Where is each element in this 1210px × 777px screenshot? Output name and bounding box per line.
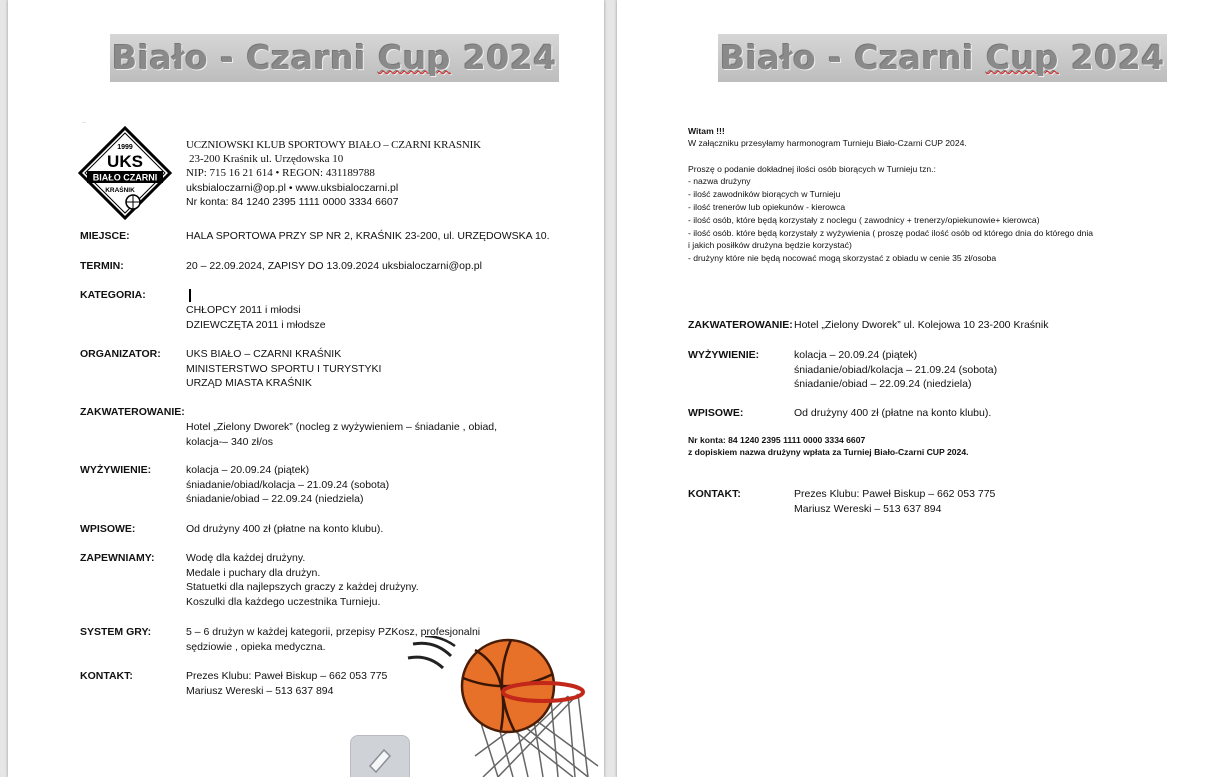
list-item: i jakich posiłków drużyna będzie korzystać): [688, 240, 852, 250]
wyzywienie-line-2: śniadanie/obiad/kolacja – 21.09.24 (sobota): [186, 478, 390, 491]
zapewniamy-label: ZAPEWNIAMY:: [80, 552, 155, 564]
zapewniamy-line-4: Koszulki dla każdego uczestnika Turnieju.: [186, 595, 381, 608]
zapewniamy-line-3: Statuetki dla najlepszych graczy z każdej drużyny.: [186, 581, 419, 594]
zakwaterowanie-label: ZAKWATEROWANIE:: [80, 406, 185, 418]
organizator-label: ORGANIZATOR:: [80, 348, 161, 360]
organizator-line-1: UKS BIAŁO – CZARNI KRAŚNIK: [186, 348, 342, 360]
system-line-1: 5 – 6 drużyn w każdej kategorii, przepisy PZKosz, profesjonalni: [186, 626, 481, 638]
system-label: SYSTEM GRY:: [80, 626, 152, 638]
wyzywienie-line-1: kolacja – 20.09.24 (piątek): [186, 464, 310, 476]
logo-year: 1999: [117, 144, 133, 151]
basketball-hoop-illustration: [403, 636, 603, 777]
account-note: z dopiskiem nazwa drużyny wpłata za Turniej Biało-Czarni CUP 2024.: [688, 447, 969, 457]
zakwaterowanie-line-1: Hotel „Zielony Dworek” (nocleg z wyżywieniem – śniadanie , obiad,: [186, 421, 498, 433]
list-item: - drużyny które nie będą nocować mogą skorzystać z obiadu w cenie 35 zł/osoba: [688, 253, 997, 263]
page-mark: ..: [82, 118, 86, 125]
intro-text: W załączniku przesyłamy harmonogram Turnieju Biało-Czarni CUP 2024.: [688, 138, 967, 148]
wpisowe-label: WPISOWE:: [80, 523, 136, 535]
zakwaterowanie-value-2: Hotel „Zielony Dworek” ul. Kolejowa 10 23-200 Kraśnik: [794, 319, 1049, 331]
page-title-2: Biało - Czarni Cup 2024: [718, 34, 1167, 82]
zapewniamy-line-1: Wodę dla każdej drużyny.: [186, 552, 306, 564]
kontakt-line-2-2: Mariusz Wereski – 513 637 894: [794, 502, 942, 515]
list-item: - ilość zawodników biorących w Turnieju: [688, 189, 841, 199]
kontakt-line-1: Prezes Klubu: Paweł Biskup – 662 053 775: [186, 670, 388, 682]
wyzywienie-line-3: śniadanie/obiad – 22.09.24 (niedziela): [186, 493, 364, 506]
kontakt-label: KONTAKT:: [80, 670, 133, 682]
wpisowe-value: Od drużyny 400 zł (płatne na konto klubu).: [186, 523, 384, 535]
system-line-2: sędziowie , opieka medyczna.: [186, 640, 326, 653]
logo-bottom: KRAŚNIK: [105, 187, 135, 194]
club-name: UCZNIOWSKI KLUB SPORTOWY BIAŁO – CZARNI KRASNIK: [186, 139, 481, 151]
club-account: Nr konta: 84 1240 2395 1111 0000 3334 6607: [186, 195, 399, 208]
club-info: [186, 138, 481, 209]
list-item: - ilość trenerów lub opiekunów - kierowca: [688, 202, 846, 212]
wpisowe-label-2: WPISOWE:: [688, 407, 744, 419]
zakwaterowanie-line-2: kolacja-– 340 zł/os: [186, 435, 273, 448]
club-logo: [78, 126, 172, 220]
list-item: - ilość osób, które będą korzystały z noclegu ( zawodnicy + trenerzy/opiekunowie+ kierowca): [688, 215, 1040, 225]
wyzywienie-line-3-2: śniadanie/obiad – 22.09.24 (niedziela): [794, 378, 972, 391]
list-item: - ilość osób. które będą korzystały z wyżywienia ( proszę podać ilość osób od którego dnia do którego dnia: [688, 228, 1094, 238]
page-title: Biało - Czarni Cup 2024: [110, 34, 559, 82]
list-item: - nazwa drużyny: [688, 176, 751, 186]
logo-uks: UKS: [107, 152, 143, 171]
wpisowe-value-2: Od drużyny 400 zł (płatne na konto klubu).: [794, 407, 992, 419]
logo-mid: BIAŁO CZARNI: [92, 172, 158, 183]
wyzywienie-line-1-2: kolacja – 20.09.24 (piątek): [794, 349, 918, 361]
miejsce-value: HALA SPORTOWA PRZY SP NR 2, KRAŚNIK 23-200, ul. URZĘDOWSKA 10.: [186, 230, 550, 242]
organizator-line-2: MINISTERSTWO SPORTU I TURYSTYKI: [186, 362, 382, 375]
kategoria-line-1: CHŁOPCY 2011 i młodsi: [186, 304, 301, 316]
kategoria-label: KATEGORIA:: [80, 289, 146, 301]
wyzywienie-label: WYŻYWIENIE:: [80, 464, 152, 476]
zakwaterowanie-label-2: ZAKWATEROWANIE:: [688, 319, 793, 331]
text-cursor: [189, 289, 191, 302]
organizator-line-3: URZĄD MIASTA KRAŚNIK: [186, 377, 312, 390]
club-nip: NIP: 715 16 21 614 • REGON: 431189788: [186, 167, 375, 180]
account-number: Nr konta: 84 1240 2395 1111 0000 3334 6607: [688, 435, 866, 445]
greeting: Witam !!!: [688, 126, 725, 136]
kontakt-line-1-2: Prezes Klubu: Paweł Biskup – 662 053 775: [794, 488, 996, 500]
document-page-1: [8, 0, 604, 777]
floating-toolbar-button[interactable]: [350, 735, 410, 777]
wyzywienie-line-2-2: śniadanie/obiad/kolacja – 21.09.24 (sobota): [794, 363, 998, 376]
kontakt-line-2: Mariusz Wereski – 513 637 894: [186, 684, 334, 697]
kategoria-line-2: DZIEWCZĘTA 2011 i młodsze: [186, 318, 326, 331]
zapewniamy-line-2: Medale i puchary dla drużyn.: [186, 566, 321, 579]
kontakt-label-2: KONTAKT:: [688, 488, 741, 500]
club-web: uksbialoczarni@op.pl • www.uksbialoczarni.pl: [186, 181, 399, 194]
document-page-2: [617, 0, 1210, 777]
miejsce-label: MIEJSCE:: [80, 230, 130, 242]
pencil-icon: [364, 744, 396, 774]
request-text: Proszę o podanie dokładnej ilości osób biorących w Turnieju tzn.:: [688, 164, 936, 174]
termin-value: 20 – 22.09.2024, ZAPISY DO 13.09.2024 uksbialoczarni@op.pl: [186, 260, 482, 272]
wyzywienie-label-2: WYŻYWIENIE:: [688, 349, 760, 361]
club-address: 23-200 Kraśnik ul. Urzędowska 10: [189, 153, 344, 166]
termin-label: TERMIN:: [80, 260, 124, 272]
